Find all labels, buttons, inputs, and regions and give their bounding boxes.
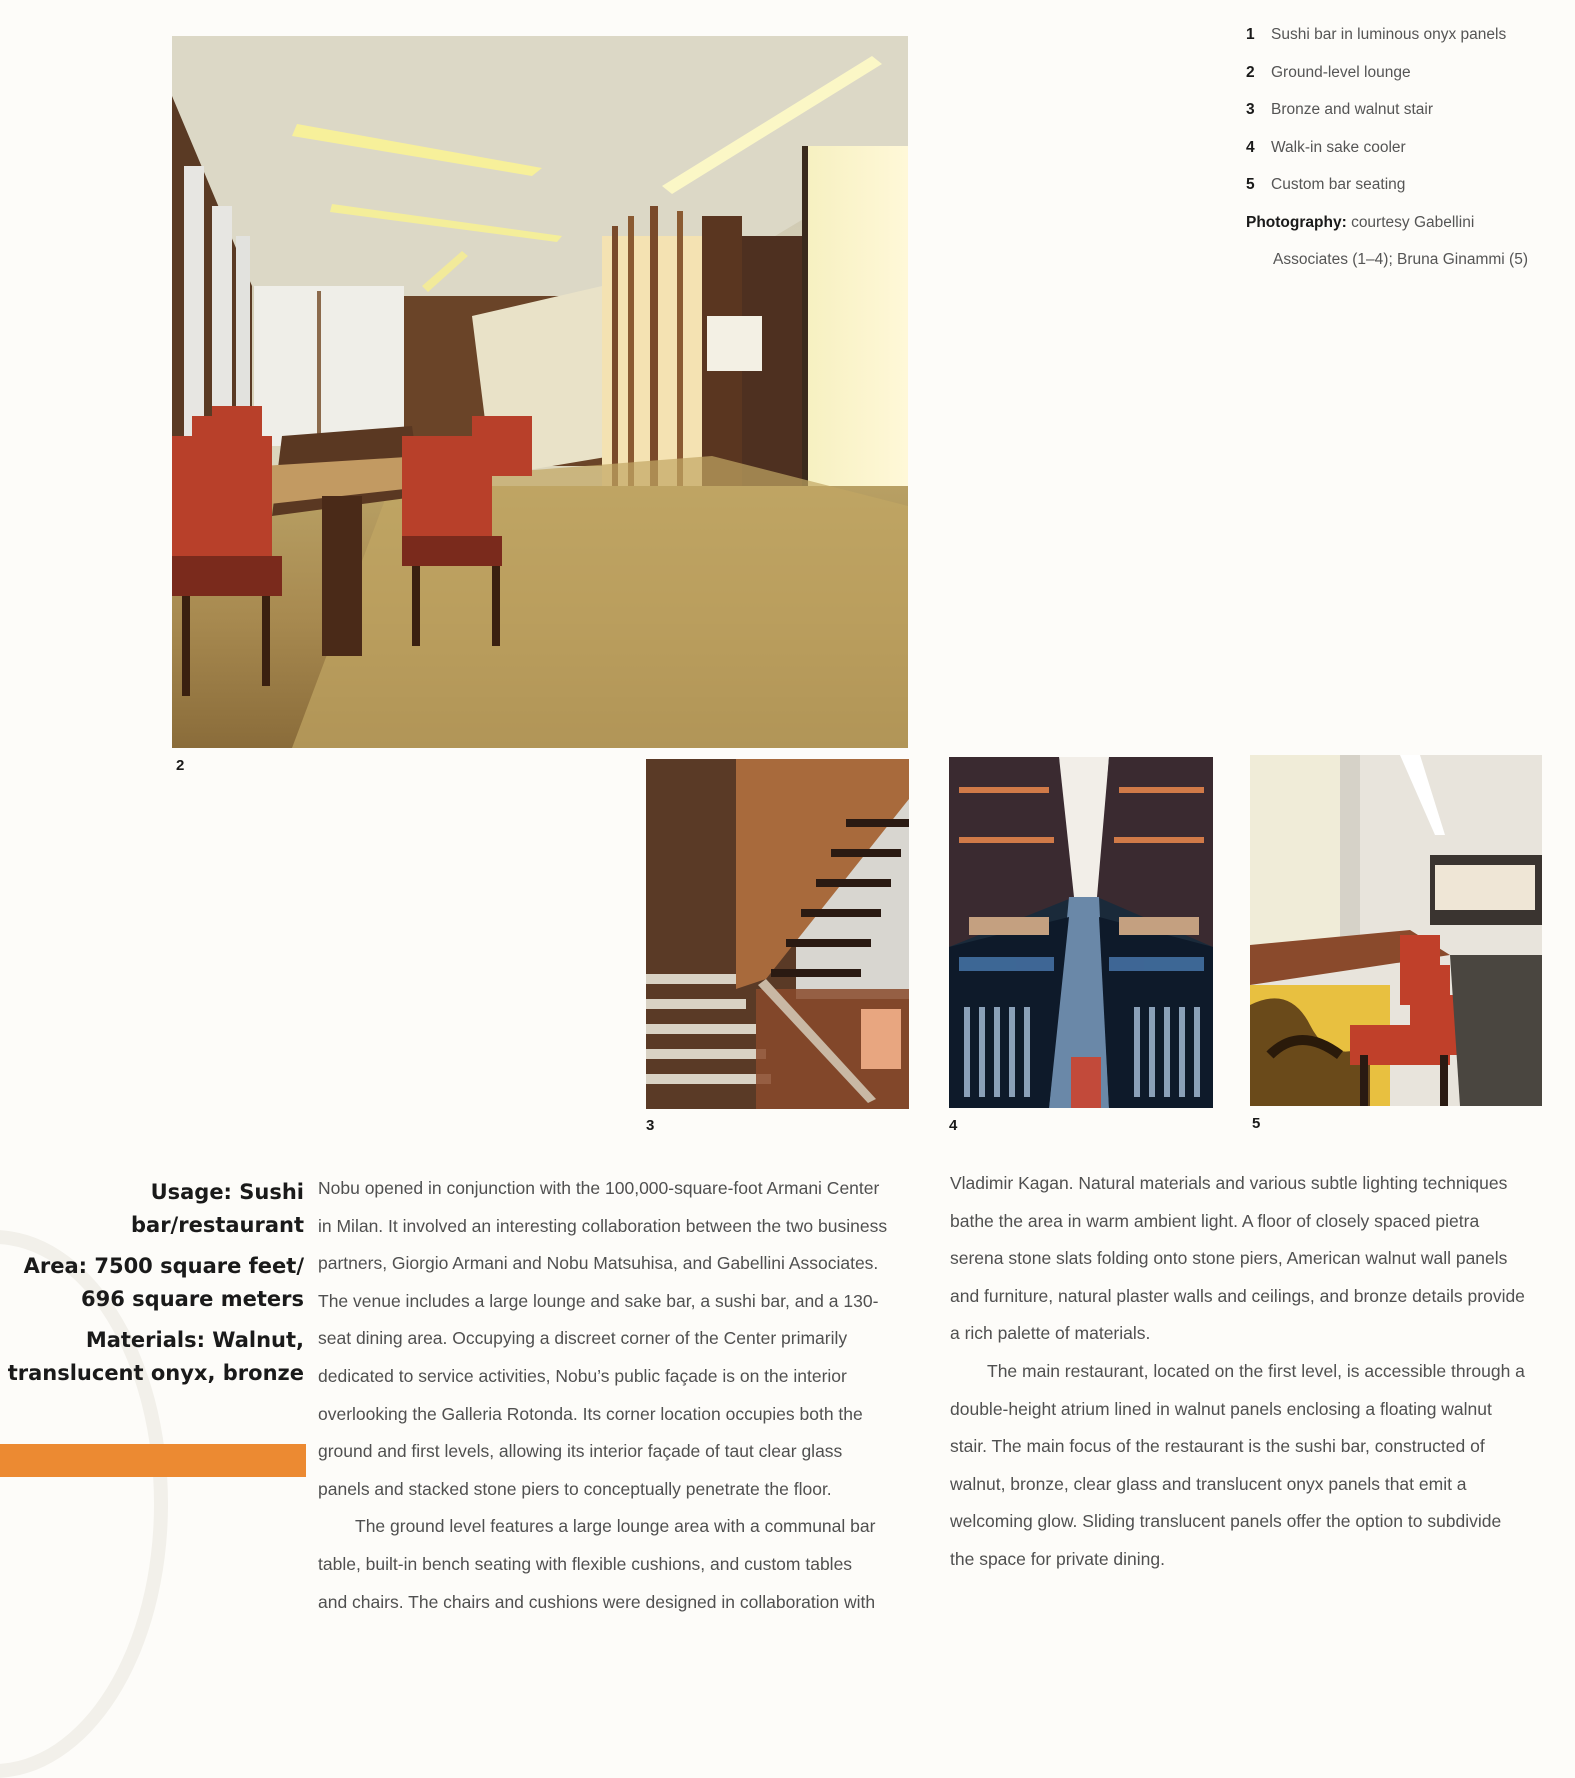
project-specs [4, 1176, 304, 1390]
caption-number: 3 [1246, 101, 1255, 118]
body-line: panels and stacked stone piers to conceptually penetrate the floor. [318, 1478, 832, 1499]
body-line: bathe the area in warm ambient light. A floor of closely spaced pietra [950, 1210, 1480, 1231]
body-line: stair. The main focus of the restaurant is the sushi bar, constructed of [950, 1436, 1485, 1457]
body-line: partners, Giorgio Armani and Nobu Matsuhisa, and Gabellini Associates. [318, 1253, 879, 1274]
body-line: dedicated to service activities, Nobu’s public façade is on the interior [318, 1365, 847, 1386]
body-line: serena stone slats folding onto stone piers, American walnut wall panels [950, 1248, 1508, 1269]
spec-materials-line1: Materials: Walnut, [85, 1328, 304, 1352]
caption-text: Walk-in sake cooler [1271, 139, 1406, 156]
body-line: seat dining area. Occupying a discreet corner of the Center primarily [318, 1328, 848, 1349]
caption-item [1246, 139, 1406, 157]
caption-item [1246, 26, 1506, 44]
caption-text: Ground-level lounge [1271, 64, 1411, 81]
body-line: overlooking the Galleria Rotonda. Its corner location occupies both the [318, 1403, 863, 1424]
spec-materials-line2: translucent onyx, bronze [7, 1361, 304, 1385]
photo-credit-continued [1273, 251, 1528, 269]
caption-number: 4 [1246, 139, 1255, 156]
caption-item [1246, 101, 1433, 119]
body-column-2 [950, 1165, 1540, 1579]
body-line: Nobu opened in conjunction with the 100,000-square-foot Armani Center [318, 1178, 880, 1198]
body-line: ground and first levels, allowing its interior façade of taut clear glass [318, 1441, 843, 1462]
photo-credit-line2: Associates (1–4); Bruna Ginammi (5) [1273, 251, 1528, 268]
body-line: double-height atrium lined in walnut panels enclosing a floating walnut [950, 1398, 1492, 1419]
body-line: and chairs. The chairs and cushions were designed in collaboration with [318, 1591, 876, 1612]
photo-ground-level-lounge [172, 36, 908, 748]
photo-custom-bar-seating [1250, 755, 1542, 1106]
caption-number: 1 [1246, 26, 1255, 43]
body-line: and furniture, natural plaster walls and ceilings, and bronze details provide [950, 1285, 1525, 1306]
body-line: walnut, bronze, clear glass and translucent onyx panels that emit a [950, 1473, 1467, 1494]
body-line: a rich palette of materials. [950, 1323, 1151, 1344]
caption-number: 5 [1246, 176, 1255, 193]
spec-area-line2: 696 square meters [81, 1287, 304, 1311]
body-line: The venue includes a large lounge and sake bar, a sushi bar, and a 130- [318, 1290, 879, 1311]
body-line: Vladimir Kagan. Natural materials and various subtle lighting techniques [950, 1173, 1508, 1193]
photo-bronze-walnut-stair [646, 759, 909, 1109]
body-column-1 [318, 1170, 908, 1621]
figure-number-2: 2 [176, 757, 185, 774]
caption-text: Bronze and walnut stair [1271, 101, 1433, 118]
body-line: The main restaurant, located on the first level, is accessible through a [987, 1360, 1525, 1381]
photo-credit-line1: courtesy Gabellini [1351, 214, 1475, 231]
caption-item [1246, 176, 1405, 194]
photo-credit-label: Photography: [1246, 214, 1347, 231]
figure-number-5: 5 [1252, 1115, 1261, 1132]
spec-usage-line1: Usage: Sushi [150, 1180, 304, 1204]
body-line: the space for private dining. [950, 1548, 1165, 1569]
spec-usage-line2: bar/restaurant [130, 1213, 304, 1237]
orange-accent-bar [0, 1444, 306, 1477]
figure-number-3: 3 [646, 1117, 655, 1134]
spec-area-line1: Area: 7500 square feet/ [23, 1254, 304, 1278]
caption-number: 2 [1246, 64, 1255, 81]
body-line: table, built-in bench seating with flexible cushions, and custom tables [318, 1553, 853, 1574]
photo-walk-in-sake-cooler [949, 757, 1213, 1108]
photo-credit [1246, 214, 1474, 232]
body-line: The ground level features a large lounge area with a communal bar [355, 1516, 876, 1537]
caption-text: Sushi bar in luminous onyx panels [1271, 26, 1507, 43]
body-line: in Milan. It involved an interesting collaboration between the two business [318, 1215, 888, 1236]
figure-number-4: 4 [949, 1117, 958, 1134]
body-line: welcoming glow. Sliding translucent panels offer the option to subdivide [950, 1511, 1502, 1532]
caption-item [1246, 64, 1411, 82]
caption-text: Custom bar seating [1271, 176, 1406, 193]
